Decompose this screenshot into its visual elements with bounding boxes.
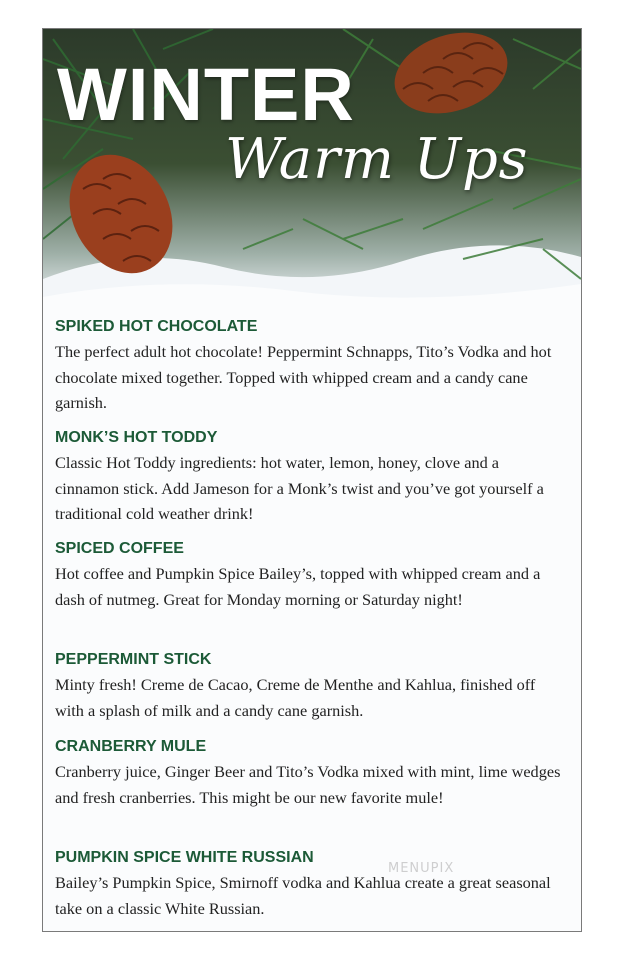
hero-banner [43,29,581,329]
drink-item [55,648,565,735]
drink-description: Cranberry juice, Ginger Beer and Tito’s Vodka mixed with mint, lime wedges and fresh cranberries. This might be our new favorite mule! [55,762,561,807]
title-winter: WINTER [57,53,355,136]
drink-description: The perfect adult hot chocolate! Peppermint Schnapps, Tito’s Vodka and hot chocolate mixed together. Topped with whipped cream and a candy cane garnish. [55,342,552,412]
drink-name: MONK’S HOT TODDY [55,429,218,446]
drink-name: PUMPKIN SPICE WHITE RUSSIAN [55,849,314,866]
drink-name: SPICED COFFEE [55,540,184,557]
menu-card [42,28,582,932]
drink-description: Minty fresh! Creme de Cacao, Creme de Menthe and Kahlua, finished off with a splash of milk and a candy cane garnish. [55,675,536,720]
drink-description: Classic Hot Toddy ingredients: hot water, lemon, honey, clove and a cinnamon stick. Add Jameson for a Monk’s twist and you’ve got yourself a traditional cold weather drink! [55,453,544,523]
drink-name: PEPPERMINT STICK [55,651,212,668]
drink-description: Bailey’s Pumpkin Spice, Smirnoff vodka and Kahlua create a great seasonal take on a classic White Russian. [55,873,551,918]
watermark: MENUPIX [388,861,455,876]
title-warm-ups: Warm Ups [225,127,529,192]
pine-cone-icon [384,29,518,127]
drink-name: CRANBERRY MULE [55,738,207,755]
drink-item [55,537,565,648]
drink-description: Hot coffee and Pumpkin Spice Bailey’s, topped with whipped cream and a dash of nutmeg. Great for Monday morning or Saturday night! [55,564,541,609]
drink-item [55,426,565,537]
drink-list [55,315,565,921]
drink-item [55,315,565,426]
drink-name: SPIKED HOT CHOCOLATE [55,318,258,335]
drink-item [55,735,565,846]
drink-item [55,846,565,921]
